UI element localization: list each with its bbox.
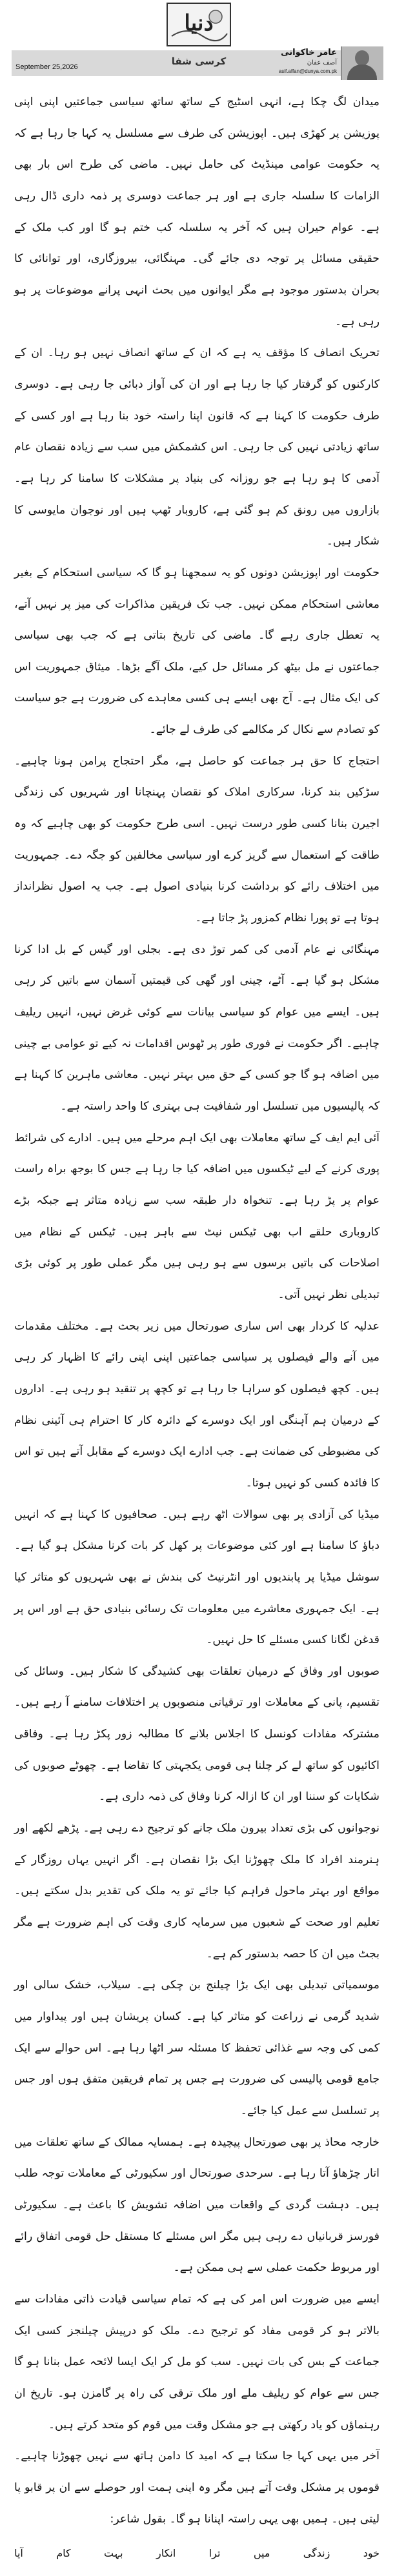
author-email[interactable]: asif.affan@dunya.com.pk [278,68,337,74]
article-paragraph: موسمیاتی تبدیلی بھی ایک بڑا چیلنج بن چکی ہے۔ سیلاب، خشک سالی اور شدید گرمی نے زراعت کو متاثر کیا ہے۔ کسان پریشان ہیں اور پیداوار میں کمی کی وجہ سے غذائی تحفظ کا مسئلہ سر اٹھا رہا ہے۔ اس حوالے سے ایک جامع قومی پالیسی کی ضرورت ہے جس پر تمام فریقین متفق ہوں اور جس پر تسلسل سے عمل کیا جائے۔ [14,1979,380,2117]
verse-word: خود [363,2547,380,2559]
article-paragraph: تحریک انصاف کا مؤقف یہ ہے کہ ان کے ساتھ انصاف نہیں ہو رہا۔ ان کے کارکنوں کو گرفتار کیا جا رہا ہے اور ان کی آواز دبائی جا رہی ہے۔ دوسری طرف حکومت کا کہنا ہے کہ قانون اپنا راستہ خود بنا رہا ہے اور کسی کے ساتھ زیادتی نہیں کی جا رہی۔ اس کشمکش میں سب سے زیادہ نقصان عام آدمی کا ہو رہا ہے جو روزانہ کی بنیاد پر مشکلات کا سامنا کر رہا ہے۔ بازاروں میں رونق کم ہو گئی ہے، کاروبار ٹھپ ہیں اور نوجوان مایوسی کا شکار ہیں۔ [14,346,380,548]
column-title: کرسی شفا [171,55,227,67]
article-paragraph: مہنگائی نے عام آدمی کی کمر توڑ دی ہے۔ بجلی اور گیس کے بل ادا کرنا مشکل ہو گیا ہے۔ آٹے، چینی اور گھی کی قیمتیں آسمان سے باتیں کر رہی ہیں۔ ایسے میں عوام کو سیاسی بیانات سے کوئی غرض نہیں، انہیں ریلیف چاہیے۔ اگر حکومت نے فوری طور پر ٹھوس اقدامات نہ کیے تو عوامی بے چینی میں اضافہ ہو گا جو کسی کے حق میں بہتر نہیں۔ معاشی ماہرین کا کہنا ہے کہ پالیسیوں میں تسلسل اور شفافیت ہی بہتری کا واحد راستہ ہے۔ [14,943,380,1113]
author-shoulders-icon [347,65,377,80]
article-paragraph: آئی ایم ایف کے ساتھ معاملات بھی ایک اہم مرحلے میں ہیں۔ ادارے کی شرائط پوری کرنے کے لیے ٹیکسوں میں اضافہ کیا جا رہا ہے جس کا بوجھ براہ راست عوام پر پڑ رہا ہے۔ تنخواہ دار طبقہ سب سے زیادہ متاثر ہے جبکہ بڑے کاروباری حلقے اب بھی ٹیکس نیٹ سے باہر ہیں۔ ٹیکس کے نظام میں اصلاحات کی باتیں برسوں سے ہو رہی ہیں مگر عملی طور پر کوئی بڑی تبدیلی نظر نہیں آتی۔ [14,1131,380,1301]
article-body [14,86,380,2535]
article-paragraph: خارجہ محاذ پر بھی صورتحال پیچیدہ ہے۔ ہمسایہ ممالک کے ساتھ تعلقات میں اتار چڑھاؤ آتا رہا ہے۔ سرحدی صورتحال اور سکیورٹی کے معاملات توجہ طلب ہیں۔ دہشت گردی کے واقعات میں اضافہ تشویش کا باعث ہے۔ سکیورٹی فورسز قربانیاں دے رہی ہیں مگر اس مسئلے کا مستقل حل قومی اتفاق رائے اور مربوط حکمت عملی سے ہی ممکن ہے۔ [14,2135,380,2275]
article-paragraph: میڈیا کی آزادی پر بھی سوالات اٹھ رہے ہیں۔ صحافیوں کا کہنا ہے کہ انہیں دباؤ کا سامنا ہے اور کئی موضوعات پر کھل کر بات کرنا مشکل ہو گیا ہے۔ سوشل میڈیا پر پابندیوں اور انٹرنیٹ کی بندش نے بھی شہریوں کو متاثر کیا ہے۔ ایک جمہوری معاشرے میں معلومات تک رسائی بنیادی حق ہے اور اس پر قدغن لگانا کسی مسئلے کا حل نہیں۔ [14,1508,380,1647]
article-paragraph: آخر میں یہی کہا جا سکتا ہے کہ امید کا دامن ہاتھ سے نہیں چھوڑنا چاہیے۔ قوموں پر مشکل وقت آتے ہیں مگر وہ اپنی ہمت اور حوصلے سے ان پر قابو پا لیتی ہیں۔ ہمیں بھی یہی راستہ اپنانا ہو گا۔ بقول شاعر: [14,2450,380,2526]
article-paragraph: حکومت اور اپوزیشن دونوں کو یہ سمجھنا ہو گا کہ سیاسی استحکام کے بغیر معاشی استحکام ممکن نہیں۔ جب تک فریقین مذاکرات کی میز پر نہیں آتے، یہ تعطل جاری رہے گا۔ ماضی کی تاریخ بتاتی ہے کہ جب بھی سیاسی جماعتوں نے مل بیٹھ کر مسائل حل کیے، ملک آگے بڑھا۔ میثاق جمہوریت اس کی ایک مثال ہے۔ آج بھی ایسے ہی کسی معاہدے کی ضرورت ہے جو سیاست کو تصادم سے نکال کر مکالمے کی طرف لے جائے۔ [14,566,380,737]
verse-word: بہت [104,2547,123,2559]
verse-word: کام [56,2547,71,2559]
verse-word: ترا [208,2547,221,2559]
article-paragraph: نوجوانوں کی بڑی تعداد بیرون ملک جانے کو ترجیح دے رہی ہے۔ پڑھے لکھے اور ہنرمند افراد کا ملک چھوڑنا ایک بڑا نقصان ہے۔ اگر انہیں یہاں روزگار کے مواقع اور بہتر ماحول فراہم کیا جائے تو یہ ملک کی تقدیر بدل سکتے ہیں۔ تعلیم اور صحت کے شعبوں میں سرمایہ کاری وقت کی اہم ضرورت ہے مگر بجٹ میں ان کا حصہ بدستور کم ہے۔ [14,1822,380,1961]
article-paragraph: میدان لگ چکا ہے، انہی اسٹیج کے ساتھ ساتھ سیاسی جماعتیں اپنی اپنی پوزیشن پر کھڑی ہیں۔ اپوزیشن کی طرف سے مسلسل یہ کہا جا رہا ہے کہ یہ حکومت عوامی مینڈیٹ کی حامل نہیں۔ ماضی کی طرح اس بار بھی الزامات کا سلسلہ جاری ہے اور ہر جماعت دوسری پر ذمہ داری ڈال رہی ہے۔ عوام حیران ہیں کہ آخر یہ سلسلہ کب ختم ہو گا اور کب ملک کے حقیقی مسائل پر توجہ دی جائے گی۔ مہنگائی، بیروزگاری، اور توانائی کا بحران بدستور موجود ہے مگر ایوانوں میں بحث انہی پرانے موضوعات پر ہو رہی ہے۔ [14,95,380,328]
newspaper-logo[interactable] [167,3,231,46]
verse-word: انکار [156,2547,176,2559]
author-subtitle: آصف عفان [307,59,337,66]
verse-word: میں [253,2547,270,2559]
publish-date: September 25,2026 [15,63,78,71]
author-photo [341,46,383,80]
article-paragraph: احتجاج کا حق ہر جماعت کو حاصل ہے، مگر احتجاج پرامن ہونا چاہیے۔ سڑکیں بند کرنا، سرکاری املاک کو نقصان پہنچانا اور شہریوں کی زندگی اجیرن بنانا کسی طور درست نہیں۔ اسی طرح حکومت کو بھی چاہیے کہ وہ طاقت کے استعمال سے گریز کرے اور سیاسی مخالفین کو جگہ دے۔ جمہوریت میں اختلاف رائے کو برداشت کرنا بنیادی اصول ہے۔ جب یہ اصول نظرانداز ہوتا ہے تو پورا نظام کمزور پڑ جاتا ہے۔ [14,754,380,925]
article-paragraph: ایسے میں ضرورت اس امر کی ہے کہ تمام سیاسی قیادت ذاتی مفادات سے بالاتر ہو کر قومی مفاد کو ترجیح دے۔ ملک کو درپیش چیلنجز کسی ایک جماعت کے بس کی بات نہیں۔ سب کو مل کر ایک ایسا لائحہ عمل بنانا ہو گا جس سے عوام کو ریلیف ملے اور ملک ترقی کی راہ پر گامزن ہو۔ تاریخ ان رہنماؤں کو یاد رکھتی ہے جو مشکل وقت میں قوم کو متحد کرتے ہیں۔ [14,2292,380,2431]
verse-word: آیا [14,2547,23,2559]
author-name: عامر خاکوانی [281,48,337,57]
article-header [0,0,395,84]
logo-text: دنیا [184,10,214,36]
article-paragraph: عدلیہ کا کردار بھی اس ساری صورتحال میں زیر بحث ہے۔ مختلف مقدمات میں آنے والے فیصلوں پر سیاسی جماعتیں اپنی اپنی رائے کا اظہار کر رہی ہیں۔ کچھ فیصلوں کو سراہا جا رہا ہے تو کچھ پر تنقید ہو رہی ہے۔ اداروں کے درمیان ہم آہنگی اور ایک دوسرے کے دائرہ کار کا احترام ہی آئینی نظام کی مضبوطی کی ضمانت ہے۔ جب ادارے ایک دوسرے کے مقابل آتے ہیں تو اس کا فائدہ کسی کو نہیں ہوتا۔ [14,1319,380,1490]
author-head-icon [355,50,369,66]
closing-verse [14,2547,380,2559]
column-band [12,50,383,76]
verse-word: زندگی [303,2547,330,2559]
article-paragraph: صوبوں اور وفاق کے درمیان تعلقات بھی کشیدگی کا شکار ہیں۔ وسائل کی تقسیم، پانی کے معاملات اور ترقیاتی منصوبوں پر اختلافات سامنے آ رہے ہیں۔ مشترکہ مفادات کونسل کا اجلاس بلانے کا مطالبہ زور پکڑ رہا ہے۔ وفاقی اکائیوں کو ساتھ لے کر چلنا ہی قومی یکجہتی کا تقاضا ہے۔ چھوٹے صوبوں کی شکایات کو سننا اور ان کا ازالہ کرنا وفاق کی ذمہ داری ہے۔ [14,1664,380,1804]
